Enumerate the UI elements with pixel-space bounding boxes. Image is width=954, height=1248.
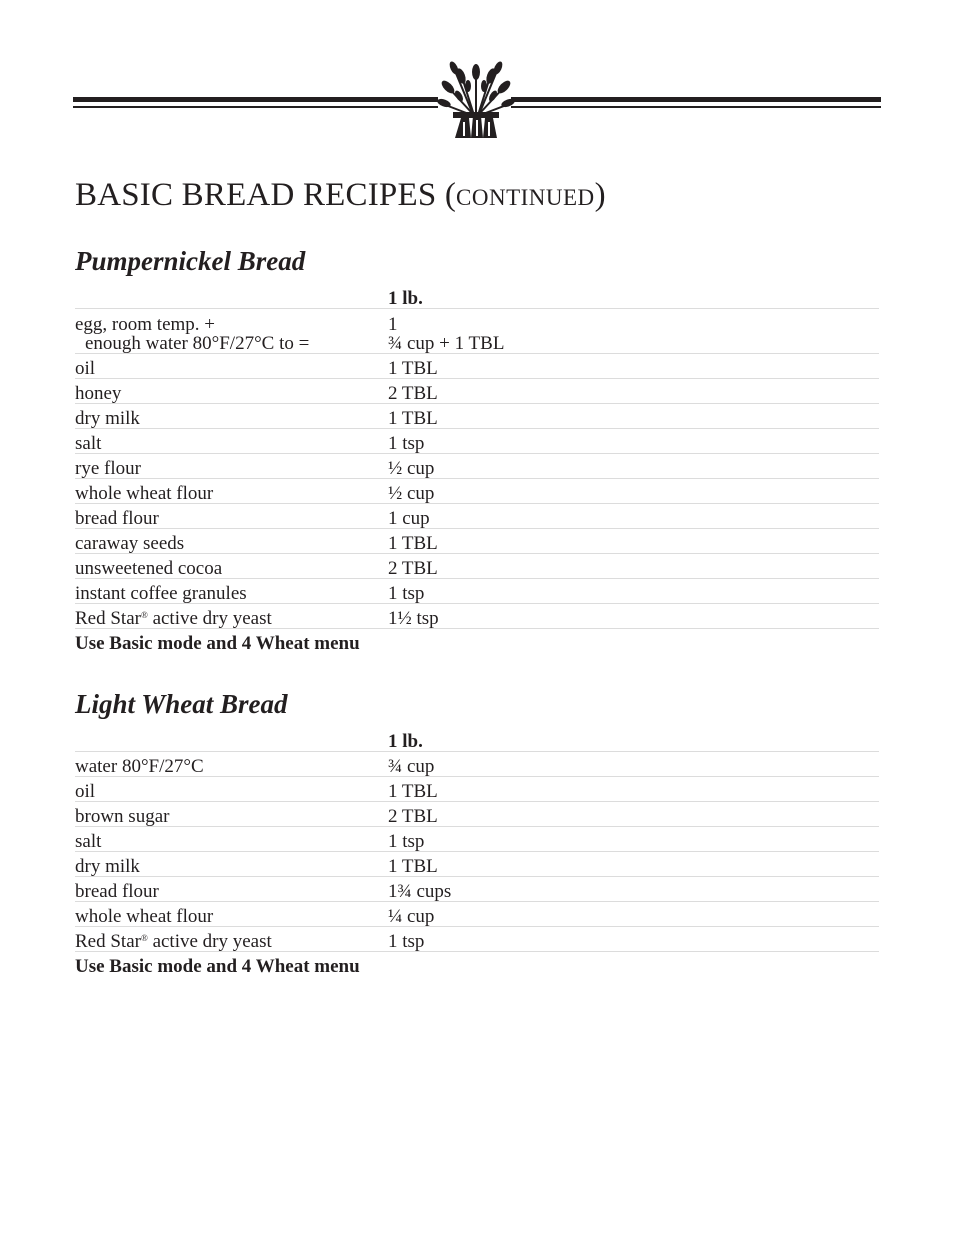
ingredient-amount: 1 tsp — [388, 579, 879, 604]
recipe-light-wheat — [75, 687, 879, 976]
recipe-pumpernickel — [75, 244, 879, 653]
table-row — [75, 404, 879, 429]
registered-mark: ® — [140, 610, 148, 620]
table-row — [75, 354, 879, 379]
ingredient-name: instant coffee granules — [75, 579, 388, 604]
ingredient-amount: 2 TBL — [388, 802, 879, 827]
table-footer-row — [75, 952, 879, 977]
loaf-size-header: 1 lb. — [388, 284, 879, 309]
ingredient-name: salt — [75, 429, 388, 454]
ingredient-name: salt — [75, 827, 388, 852]
ingredient-name: Red Star® active dry yeast — [75, 604, 388, 629]
table-row — [75, 429, 879, 454]
loaf-size-header: 1 lb. — [388, 727, 879, 752]
ingredient-name: egg, room temp. + — [75, 314, 215, 335]
ingredient-amount: 1 — [388, 314, 398, 335]
table-row — [75, 479, 879, 504]
table-row — [75, 802, 879, 827]
ingredient-name: unsweetened cocoa — [75, 554, 388, 579]
wheat-sheaf-icon — [436, 60, 516, 138]
ingredient-name: whole wheat flour — [75, 479, 388, 504]
ingredient-name: oil — [75, 354, 388, 379]
table-row — [75, 877, 879, 902]
ingredient-amount: ¾ cup + 1 TBL — [388, 333, 505, 354]
table-row — [75, 379, 879, 404]
ingredient-name: dry milk — [75, 852, 388, 877]
ingredient-amount: 1 TBL — [388, 354, 879, 379]
ingredient-name: whole wheat flour — [75, 902, 388, 927]
table-row — [75, 827, 879, 852]
table-row — [75, 529, 879, 554]
ingredient-name: water 80°F/27°C — [75, 752, 388, 777]
table-row — [75, 579, 879, 604]
mode-instruction: Use Basic mode and 4 Wheat menu — [75, 956, 360, 977]
ingredient-name: dry milk — [75, 404, 388, 429]
ingredient-name: brown sugar — [75, 802, 388, 827]
ingredient-name: enough water 80°F/27°C to = — [85, 333, 310, 354]
ingredient-name: bread flour — [75, 504, 388, 529]
table-row — [75, 454, 879, 479]
ingredient-amount: 1½ tsp — [388, 604, 879, 629]
ingredient-amount: 1 tsp — [388, 827, 879, 852]
ingredient-amount: ¾ cup — [388, 752, 879, 777]
ingredient-name: Red Star® active dry yeast — [75, 927, 388, 952]
ingredient-name: oil — [75, 777, 388, 802]
mode-instruction: Use Basic mode and 4 Wheat menu — [75, 633, 360, 654]
recipe-title: Light Wheat Bread — [75, 689, 288, 719]
table-row — [75, 604, 879, 629]
ingredient-name: bread flour — [75, 877, 388, 902]
ingredient-amount: 1 tsp — [388, 429, 879, 454]
ingredient-amount: 2 TBL — [388, 379, 879, 404]
ingredient-amount: 1 TBL — [388, 529, 879, 554]
ingredient-name: caraway seeds — [75, 529, 388, 554]
registered-mark: ® — [140, 933, 148, 943]
table-row — [75, 504, 879, 529]
ingredient-name: honey — [75, 379, 388, 404]
table-header-row — [75, 284, 879, 309]
table-row — [75, 752, 879, 777]
ingredient-amount: 1 tsp — [388, 927, 879, 952]
header-rule — [73, 60, 881, 150]
table-header-row — [75, 727, 879, 752]
ingredient-amount: ¼ cup — [388, 902, 879, 927]
table-row — [75, 927, 879, 952]
table-row — [75, 852, 879, 877]
ingredient-amount: ½ cup — [388, 454, 879, 479]
ingredient-amount: ½ cup — [388, 479, 879, 504]
ingredient-amount: 1¾ cups — [388, 877, 879, 902]
ingredient-amount: 2 TBL — [388, 554, 879, 579]
ingredient-amount: 1 TBL — [388, 404, 879, 429]
table-row — [75, 554, 879, 579]
ingredient-amount: 1 TBL — [388, 777, 879, 802]
ingredient-table — [75, 284, 879, 653]
ingredient-amount: 1 TBL — [388, 852, 879, 877]
table-footer-row — [75, 629, 879, 654]
recipe-title: Pumpernickel Bread — [75, 246, 306, 276]
ingredient-table — [75, 727, 879, 976]
table-row — [75, 902, 879, 927]
ingredient-amount: 1 cup — [388, 504, 879, 529]
ingredient-name: rye flour — [75, 454, 388, 479]
page-title: BASIC BREAD RECIPES (CONTINUED) — [75, 177, 606, 213]
table-row — [75, 309, 879, 354]
table-row — [75, 777, 879, 802]
